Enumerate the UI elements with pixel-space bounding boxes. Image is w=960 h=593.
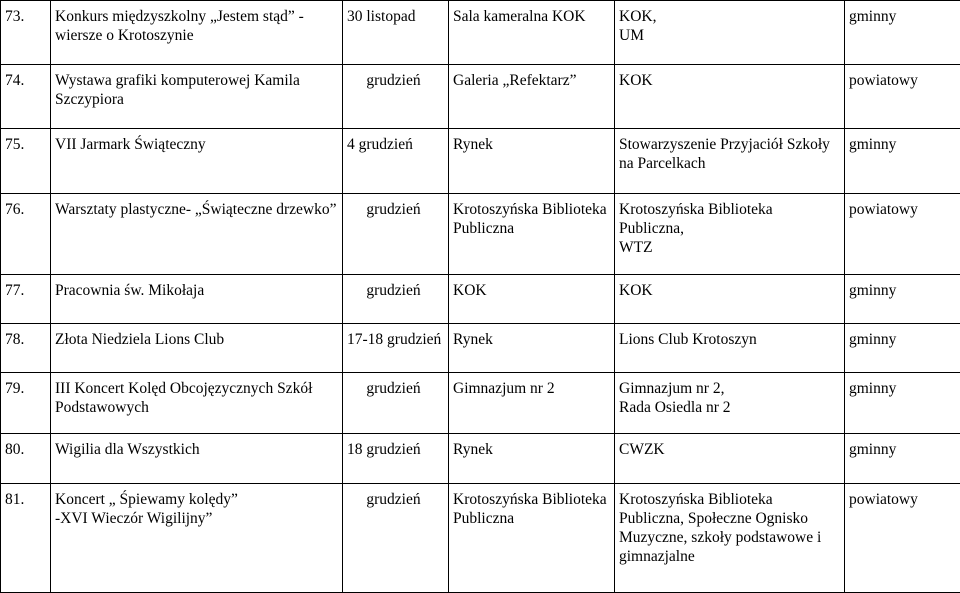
table-row	[1, 1, 960, 65]
event-place: Gimnazjum nr 2	[449, 373, 615, 434]
event-range: gminny	[845, 324, 960, 373]
row-number: 78.	[1, 324, 51, 373]
event-title: III Koncert Kolęd Obcojęzycznych Szkół Podstawowych	[51, 373, 343, 434]
event-organizer: KOK	[615, 274, 845, 323]
row-number: 81.	[1, 483, 51, 592]
row-number: 80.	[1, 434, 51, 483]
event-date: grudzień	[343, 274, 449, 323]
event-date: grudzień	[343, 64, 449, 129]
event-organizer: CWZK	[615, 434, 845, 483]
event-date: grudzień	[343, 483, 449, 592]
row-number: 79.	[1, 373, 51, 434]
event-range: gminny	[845, 1, 960, 65]
table-row	[1, 324, 960, 373]
event-range: gminny	[845, 434, 960, 483]
row-number: 77.	[1, 274, 51, 323]
event-organizer: Gimnazjum nr 2, Rada Osiedla nr 2	[615, 373, 845, 434]
events-table-body	[1, 1, 960, 593]
event-title: Pracownia św. Mikołaja	[51, 274, 343, 323]
event-place: Rynek	[449, 129, 615, 194]
row-number: 73.	[1, 1, 51, 65]
table-row	[1, 434, 960, 483]
table-row	[1, 373, 960, 434]
event-date: 30 listopad	[343, 1, 449, 65]
event-range: powiatowy	[845, 194, 960, 274]
table-row	[1, 274, 960, 323]
table-row	[1, 483, 960, 592]
event-place: KOK	[449, 274, 615, 323]
event-organizer: Stowarzyszenie Przyjaciół Szkoły na Parcelkach	[615, 129, 845, 194]
event-title: Warsztaty plastyczne- „Świąteczne drzewko”	[51, 194, 343, 274]
event-date: 4 grudzień	[343, 129, 449, 194]
row-number: 74.	[1, 64, 51, 129]
event-place: Krotoszyńska Biblioteka Publiczna	[449, 483, 615, 592]
event-title: VII Jarmark Świąteczny	[51, 129, 343, 194]
table-row	[1, 129, 960, 194]
event-title: Wigilia dla Wszystkich	[51, 434, 343, 483]
event-title: Wystawa grafiki komputerowej Kamila Szczypiora	[51, 64, 343, 129]
event-organizer: KOK	[615, 64, 845, 129]
event-title: Koncert „ Śpiewamy kolędy” -XVI Wieczór Wigilijny”	[51, 483, 343, 592]
event-place: Krotoszyńska Biblioteka Publiczna	[449, 194, 615, 274]
event-date: 18 grudzień	[343, 434, 449, 483]
event-organizer: KOK, UM	[615, 1, 845, 65]
event-range: gminny	[845, 274, 960, 323]
event-range: gminny	[845, 129, 960, 194]
event-title: Złota Niedziela Lions Club	[51, 324, 343, 373]
table-row	[1, 64, 960, 129]
event-title: Konkurs międzyszkolny „Jestem stąd” - wiersze o Krotoszynie	[51, 1, 343, 65]
event-place: Rynek	[449, 434, 615, 483]
row-number: 75.	[1, 129, 51, 194]
event-range: gminny	[845, 373, 960, 434]
event-organizer: Lions Club Krotoszyn	[615, 324, 845, 373]
event-range: powiatowy	[845, 483, 960, 592]
row-number: 76.	[1, 194, 51, 274]
event-organizer: Krotoszyńska Biblioteka Publiczna, WTZ	[615, 194, 845, 274]
event-place: Sala kameralna KOK	[449, 1, 615, 65]
event-date: grudzień	[343, 373, 449, 434]
event-date: 17-18 grudzień	[343, 324, 449, 373]
table-row	[1, 194, 960, 274]
event-place: Galeria „Refektarz”	[449, 64, 615, 129]
event-place: Rynek	[449, 324, 615, 373]
event-range: powiatowy	[845, 64, 960, 129]
event-organizer: Krotoszyńska Biblioteka Publiczna, Społeczne Ognisko Muzyczne, szkoły podstawowe i gimnazjalne	[615, 483, 845, 592]
event-date: grudzień	[343, 194, 449, 274]
